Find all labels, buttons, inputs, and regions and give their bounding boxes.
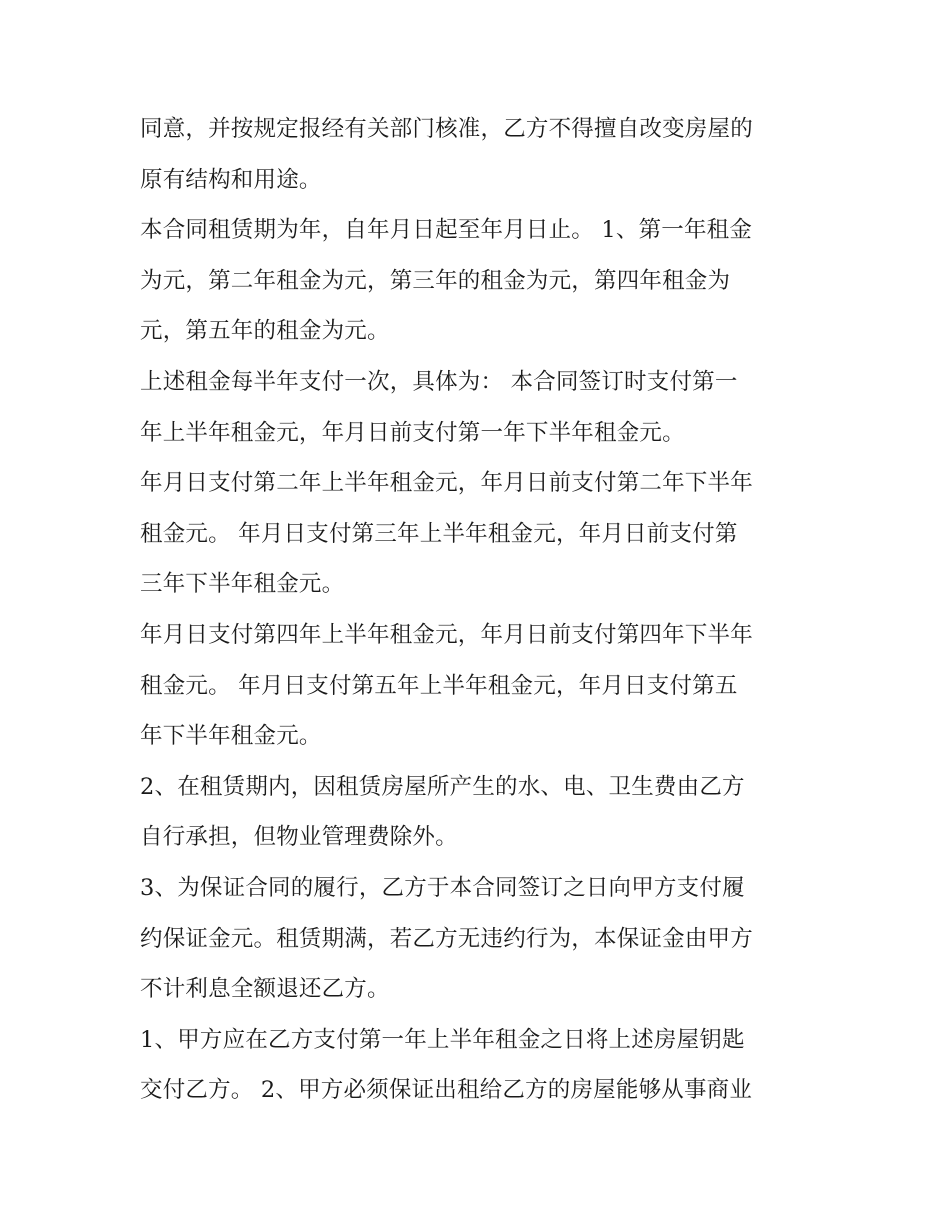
text-line: 2、在租赁期内，因租赁房屋所产生的水、电、卫生费由乙方 <box>140 773 745 800</box>
text-line: 不计利息全额退还乙方。 <box>140 976 390 1003</box>
text-line: 租金元。 年月日支付第五年上半年租金元，年月日支付第五 <box>140 672 738 699</box>
text-line: 交付乙方。 2、甲方必须保证出租给乙方的房屋能够从事商业 <box>140 1077 753 1104</box>
text-line: 原有结构和用途。 <box>140 166 322 193</box>
text-line: 本合同租赁期为年，自年月日起至年月日止。 1、第一年租金 <box>140 217 753 244</box>
text-line: 3、为保证合同的履行，乙方于本合同签订之日向甲方支付履 <box>140 874 745 901</box>
text-line: 自行承担，但物业管理费除外。 <box>140 824 458 851</box>
text-line: 年上半年租金元，年月日前支付第一年下半年租金元。 <box>140 419 685 446</box>
text-line: 同意，并按规定报经有关部门核准，乙方不得擅自改变房屋的 <box>140 116 753 142</box>
text-line: 元，第五年的租金为元。 <box>140 318 390 345</box>
text-line: 为元，第二年租金为元，第三年的租金为元，第四年租金为 <box>140 267 731 294</box>
text-line: 三年下半年租金元。 <box>140 571 345 598</box>
text-line: 年月日支付第四年上半年租金元，年月日前支付第四年下半年 <box>140 621 753 648</box>
text-line: 租金元。 年月日支付第三年上半年租金元，年月日前支付第 <box>140 520 738 547</box>
text-line: 1、甲方应在乙方支付第一年上半年租金之日将上述房屋钥匙 <box>140 1026 745 1053</box>
document-body <box>140 104 820 1116</box>
text-line: 约保证金元。租赁期满，若乙方无违约行为，本保证金由甲方 <box>140 925 753 952</box>
text-line: 年下半年租金元。 <box>140 723 322 750</box>
text-line: 上述租金每半年支付一次，具体为： 本合同签订时支付第一 <box>140 368 738 395</box>
text-line: 年月日支付第二年上半年租金元，年月日前支付第二年下半年 <box>140 470 753 497</box>
